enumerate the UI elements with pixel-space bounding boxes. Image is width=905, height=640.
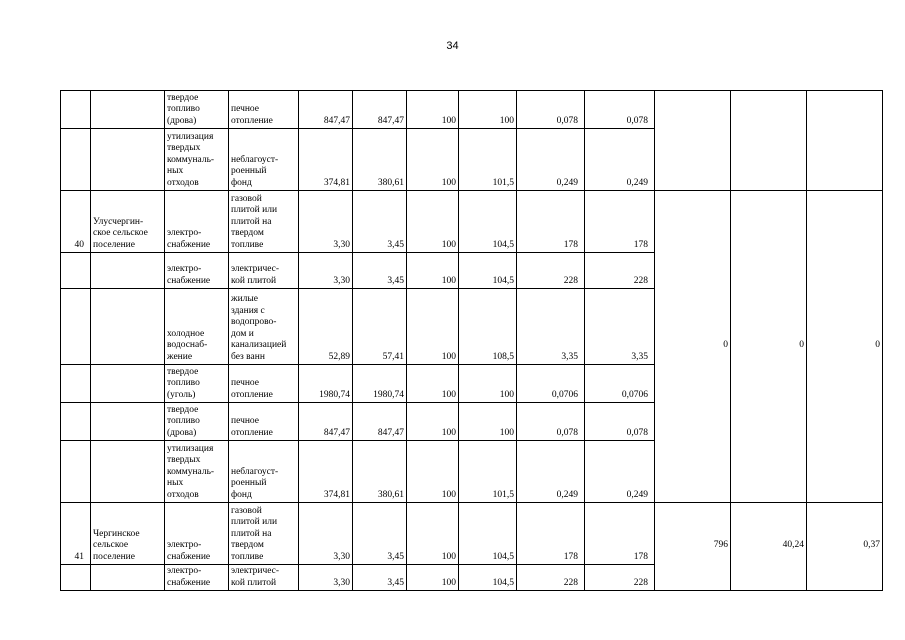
service-type: твердое топливо (уголь)	[165, 365, 229, 403]
tariff-1: 178	[517, 191, 585, 253]
table-row	[61, 503, 883, 565]
service-type: электро- снабжение	[165, 253, 229, 289]
tariff-1: 0,0706	[517, 365, 585, 403]
settlement-name	[91, 441, 165, 503]
housing-type: электричес- кой плитой	[229, 253, 299, 289]
settlement-name	[91, 129, 165, 191]
value-2: 3,45	[353, 503, 407, 565]
tariff-2: 178	[585, 503, 655, 565]
percent-2: 101,5	[459, 129, 517, 191]
value-2: 380,61	[353, 441, 407, 503]
tariff-1: 0,078	[517, 403, 585, 441]
percent-2: 104,5	[459, 503, 517, 565]
table-row	[61, 191, 883, 253]
value-2: 380,61	[353, 129, 407, 191]
summary-settlement-41-a: 796	[655, 503, 731, 591]
row-number: 41	[61, 503, 91, 565]
summary-settlement-41-b: 40,24	[731, 503, 807, 591]
housing-type: печное отопление	[229, 365, 299, 403]
housing-type: неблагоуст- роенный фонд	[229, 129, 299, 191]
tariff-2: 0,249	[585, 129, 655, 191]
tariff-2: 178	[585, 191, 655, 253]
row-number	[61, 129, 91, 191]
value-2: 3,45	[353, 253, 407, 289]
percent-1: 100	[407, 365, 459, 403]
summary-empty	[655, 91, 731, 191]
percent-2: 101,5	[459, 441, 517, 503]
percent-2: 104,5	[459, 253, 517, 289]
value-1: 3,30	[299, 253, 353, 289]
tariff-1: 0,078	[517, 91, 585, 129]
tariff-2: 0,078	[585, 91, 655, 129]
percent-2: 100	[459, 91, 517, 129]
summary-settlement-40-c: 0	[807, 191, 883, 503]
service-type: электро- снабжение	[165, 503, 229, 565]
tariff-1: 3,35	[517, 289, 585, 365]
housing-type: печное отопление	[229, 91, 299, 129]
value-1: 847,47	[299, 91, 353, 129]
tariff-1: 178	[517, 503, 585, 565]
settlement-name	[91, 289, 165, 365]
value-2: 3,45	[353, 565, 407, 591]
tariff-1: 228	[517, 253, 585, 289]
service-type: твердое топливо (дрова)	[165, 403, 229, 441]
settlement-name	[91, 403, 165, 441]
row-number	[61, 253, 91, 289]
summary-empty	[807, 91, 883, 191]
value-1: 3,30	[299, 503, 353, 565]
value-2: 57,41	[353, 289, 407, 365]
percent-2: 100	[459, 403, 517, 441]
service-type: утилизация твердых коммуналь- ных отходов	[165, 441, 229, 503]
settlement-name: Чергинское сельское поселение	[91, 503, 165, 565]
tariff-2: 0,0706	[585, 365, 655, 403]
tariff-2: 0,078	[585, 403, 655, 441]
service-type: утилизация твердых коммуналь- ных отходов	[165, 129, 229, 191]
service-type: электро- снабжение	[165, 191, 229, 253]
percent-1: 100	[407, 503, 459, 565]
housing-type: неблагоуст- роенный фонд	[229, 441, 299, 503]
settlement-name	[91, 91, 165, 129]
summary-settlement-40-b: 0	[731, 191, 807, 503]
housing-type: электричес- кой плитой	[229, 565, 299, 591]
value-2: 3,45	[353, 191, 407, 253]
row-number	[61, 403, 91, 441]
row-number	[61, 365, 91, 403]
table-row	[61, 91, 883, 129]
summary-empty	[731, 91, 807, 191]
service-type: твердое топливо (дрова)	[165, 91, 229, 129]
percent-1: 100	[407, 403, 459, 441]
service-type: электро- снабжение	[165, 565, 229, 591]
row-number	[61, 441, 91, 503]
page-number: 34	[446, 40, 459, 52]
percent-1: 100	[407, 565, 459, 591]
tariff-2: 228	[585, 565, 655, 591]
percent-2: 104,5	[459, 565, 517, 591]
percent-1: 100	[407, 129, 459, 191]
tariff-2: 228	[585, 253, 655, 289]
row-number	[61, 289, 91, 365]
value-1: 52,89	[299, 289, 353, 365]
settlement-name	[91, 565, 165, 591]
tariff-1: 0,249	[517, 129, 585, 191]
tariff-1: 228	[517, 565, 585, 591]
settlement-name: Улусчергин- ское сельское поселение	[91, 191, 165, 253]
value-1: 3,30	[299, 565, 353, 591]
tariff-1: 0,249	[517, 441, 585, 503]
summary-settlement-40-a: 0	[655, 191, 731, 503]
row-number	[61, 565, 91, 591]
settlement-name	[91, 365, 165, 403]
percent-1: 100	[407, 191, 459, 253]
housing-type: жилые здания с водопрово- дом и канализацией без ванн	[229, 289, 299, 365]
tariff-2: 0,249	[585, 441, 655, 503]
tariff-2: 3,35	[585, 289, 655, 365]
value-1: 3,30	[299, 191, 353, 253]
settlement-name	[91, 253, 165, 289]
row-number: 40	[61, 191, 91, 253]
value-2: 1980,74	[353, 365, 407, 403]
service-type: холодное водоснаб- жение	[165, 289, 229, 365]
value-2: 847,47	[353, 91, 407, 129]
tariff-table	[60, 90, 883, 591]
housing-type: газовой плитой или плитой на твердом топливе	[229, 503, 299, 565]
percent-2: 108,5	[459, 289, 517, 365]
housing-type: газовой плитой или плитой на твердом топливе	[229, 191, 299, 253]
summary-settlement-41-c: 0,37	[807, 503, 883, 591]
value-1: 374,81	[299, 441, 353, 503]
row-number	[61, 91, 91, 129]
percent-1: 100	[407, 289, 459, 365]
percent-2: 104,5	[459, 191, 517, 253]
percent-1: 100	[407, 253, 459, 289]
value-1: 374,81	[299, 129, 353, 191]
value-2: 847,47	[353, 403, 407, 441]
percent-1: 100	[407, 91, 459, 129]
housing-type: печное отопление	[229, 403, 299, 441]
value-1: 847,47	[299, 403, 353, 441]
percent-2: 100	[459, 365, 517, 403]
percent-1: 100	[407, 441, 459, 503]
value-1: 1980,74	[299, 365, 353, 403]
